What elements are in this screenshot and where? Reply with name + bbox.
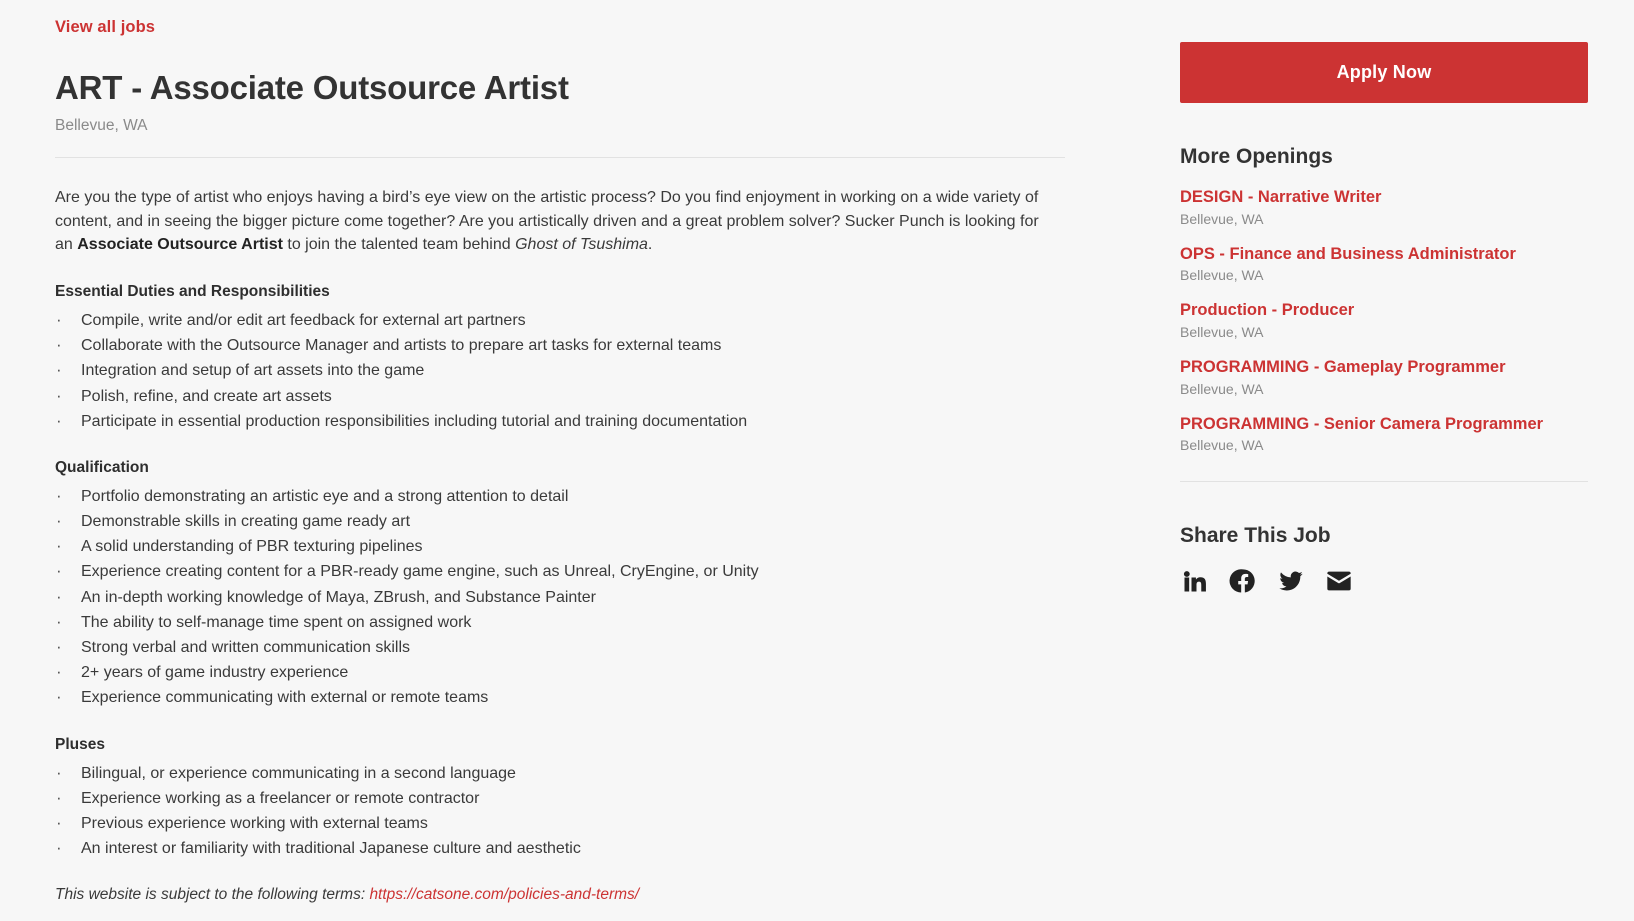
page-title: ART - Associate Outsource Artist — [55, 69, 569, 106]
opening-location: Bellevue, WA — [1180, 437, 1264, 454]
title-divider — [55, 157, 1065, 158]
list-item: · Collaborate with the Outsource Manager and artists to prepare art tasks for external teams — [55, 334, 1065, 357]
list-item: · Experience working as a freelancer or remote contractor — [55, 787, 1065, 810]
intro-text-3: . — [647, 236, 653, 254]
list-item — [1180, 244, 1610, 284]
list-item — [1180, 357, 1610, 397]
opening-link[interactable]: PROGRAMMING - Senior Camera Programmer — [1180, 414, 1544, 433]
list-item: · Polish, refine, and create art assets — [55, 385, 1065, 408]
terms-link[interactable]: https://catsone.com/policies-and-terms/ — [369, 886, 640, 904]
view-all-jobs-link[interactable]: View all jobs — [55, 18, 156, 36]
duties-list — [55, 309, 1065, 433]
opening-link[interactable]: OPS - Finance and Business Administrator — [1180, 244, 1516, 263]
list-item: · An interest or familiarity with traditional Japanese culture and aesthetic — [55, 837, 1065, 860]
share-buttons — [1180, 566, 1610, 596]
list-item — [1180, 414, 1610, 454]
intro-text-1: Are you the type of artist who enjoys having a bird’s eye view on the artistic process? Do you find enjoyment in working on a wide variety of content, and in seeing the bigger picture come together? Are you artistically driven and a great problem solver? Sucker Punch is looking for an — [55, 188, 1039, 254]
list-item: · A solid understanding of PBR texturing pipelines — [55, 535, 1065, 558]
job-location: Bellevue, WA — [55, 116, 148, 134]
opening-location: Bellevue, WA — [1180, 380, 1264, 397]
list-item: · Previous experience working with external teams — [55, 812, 1065, 835]
list-item: · An in-depth working knowledge of Maya, ZBrush, and Substance Painter — [55, 586, 1065, 609]
intro-text-2: to join the talented team behind — [282, 236, 516, 254]
list-item: · Integration and setup of art assets into the game — [55, 359, 1065, 382]
intro-role-bold: Associate Outsource Artist — [77, 236, 283, 254]
job-detail-column — [55, 18, 1065, 904]
linkedin-icon[interactable] — [1180, 566, 1210, 596]
intro-game-title: Ghost of Tsushima — [515, 236, 648, 254]
opening-location: Bellevue, WA — [1180, 210, 1264, 227]
section-heading-pluses: Pluses — [55, 735, 105, 753]
section-heading-qualification: Qualification — [55, 458, 149, 476]
list-item: · Participate in essential production responsibilities including tutorial and training documentation — [55, 410, 1065, 433]
opening-link[interactable]: DESIGN - Narrative Writer — [1180, 188, 1382, 206]
share-this-job-heading: Share This Job — [1180, 524, 1331, 548]
qualification-list — [55, 485, 1065, 710]
list-item — [1180, 187, 1610, 227]
sidebar — [1180, 18, 1610, 904]
pluses-list — [55, 762, 1065, 861]
opening-location: Bellevue, WA — [1180, 267, 1264, 284]
list-item: · Portfolio demonstrating an artistic eye and a strong attention to detail — [55, 485, 1065, 508]
list-item: · Strong verbal and written communication skills — [55, 636, 1065, 659]
list-item: · Experience creating content for a PBR-ready game engine, such as Unreal, CryEngine, or Unity — [55, 560, 1065, 583]
terms-notice — [55, 886, 1065, 904]
terms-text: This website is subject to the following terms: — [55, 886, 370, 904]
section-heading-duties: Essential Duties and Responsibilities — [55, 282, 330, 300]
job-intro-paragraph — [55, 186, 1055, 257]
list-item: · Bilingual, or experience communicating in a second language — [55, 762, 1065, 785]
opening-link[interactable]: Production - Producer — [1180, 301, 1355, 320]
twitter-icon[interactable] — [1276, 566, 1306, 596]
facebook-icon[interactable] — [1228, 566, 1258, 596]
more-openings-heading: More Openings — [1180, 145, 1333, 168]
sidebar-divider — [1180, 481, 1588, 482]
list-item: · Experience communicating with external or remote teams — [55, 686, 1065, 709]
list-item — [1180, 300, 1610, 340]
list-item: · 2+ years of game industry experience — [55, 661, 1065, 684]
list-item: · Demonstrable skills in creating game ready art — [55, 510, 1065, 533]
email-icon[interactable] — [1324, 566, 1354, 596]
opening-location: Bellevue, WA — [1180, 323, 1264, 340]
opening-link[interactable]: PROGRAMMING - Gameplay Programmer — [1180, 357, 1506, 376]
list-item: · The ability to self-manage time spent on assigned work — [55, 611, 1065, 634]
apply-now-button[interactable]: Apply Now — [1180, 42, 1588, 103]
list-item: · Compile, write and/or edit art feedback for external art partners — [55, 309, 1065, 332]
